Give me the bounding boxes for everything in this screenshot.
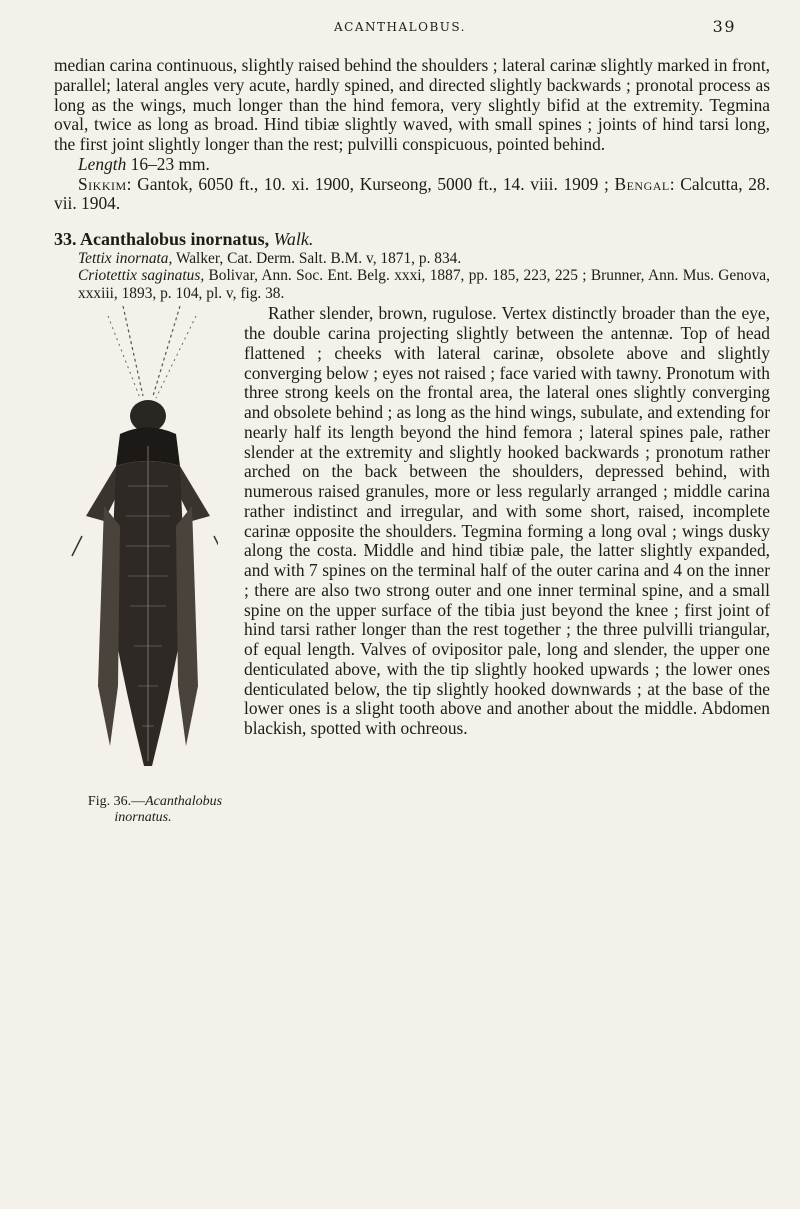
length-line <box>54 155 770 175</box>
figure-block <box>54 306 232 826</box>
synonym-entry: Tettix inornata, Walker, Cat. Derm. Salt. B.M. v, 1871, p. 834. <box>78 249 462 267</box>
species-heading <box>54 230 770 250</box>
species-number: 33. <box>54 229 77 249</box>
synonym-entry: Criotettix saginatus, Bolivar, Ann. Soc. Ent. Belg. xxxi, 1887, pp. 185, 223, 225 ; Brunner, Ann. Mus. Genova, xxxiii, 1893, p. 104, pl. v, fig. 38. <box>78 267 770 302</box>
length-value: 16–23 mm. <box>130 153 210 174</box>
length-label: Length <box>78 153 127 174</box>
description-paragraph <box>54 303 770 826</box>
locality-line: Sikkim: Gantok, 6050 ft., 10. xi. 1900, Kurseong, 5000 ft., 14. viii. 1909 ; Bengal: Calcutta, 28. vii. 1904. <box>54 173 770 214</box>
page-number: 39 <box>712 17 736 36</box>
figure-caption: Fig. 36.—Acanthalobus inornatus. <box>87 794 223 826</box>
description-text: Rather slender, brown, rugulose. Vertex distinctly broader than the eye, the double carina projecting slightly between the antennæ. Top of head flattened ; cheeks with lateral carinæ, obsolete above and slightly converging below ; eyes not raised ; face varied with tawny. Pronotum with three strong keels on the frontal area, the lateral ones slightly converging and obsolete behind ; as long as the hind wings, subulate, and extending for nearly half its length beyond the hind femora ; lateral spines pale, rather slender at the extremity and slightly hooked backwards ; pronotum rather arched on the back between the shoulders, depressed behind, with numerous raised granules, more or less regularly arranged ; middle carina rather indistinct and irregular, and with some short, raised, incomplete carinæ opposite the shoulders. Tegmina forming a long oval ; wings dusky along the costa. Middle and hind tibiæ pale, the latter slightly expanded, and with 7 spines on the terminal half of the outer carina and 4 on the inner ; there are also two strong outer and one inner terminal spine, and a small spine on <box>244 303 770 620</box>
body-text <box>54 56 770 826</box>
running-head-title: ACANTHALOBUS. <box>334 20 466 34</box>
species-name: Acanthalobus inornatus, <box>80 229 270 249</box>
locality-region: Bengal <box>614 173 670 194</box>
description-text-continued: the upper surface of the tibia just beyond the knee ; first joint of hind tarsi rather longer than the rest together ; the three pulvilli triangular, of equal length. Valves of ovipositor pale, long and slender, the upper one denticulated above, with the tip slightly hooked upwards ; the lower ones denticulated below, the tip slightly hooked downwards ; at the base of the lower ones is a slight tooth above and another about the middle. Abdomen blackish, spotted with ochreous. <box>244 599 770 738</box>
continuation-paragraph: median carina continuous, slightly raised behind the shoulders ; lateral carinæ slightly marked in front, parallel; lateral angles very acute, hardly spined, and directed slightly backwards ; pronotal process as long as the wings, much longer than the hind femora, very slightly bifid at the extremity. Tegmina oval, twice as long as broad. Hind tibiæ slightly waved, with small spines ; joints of hind tarsi long, the first joint slightly longer than the rest; pulvilli conspicuous, pointed behind. <box>54 55 770 154</box>
grasshopper-dorsal-illustration-icon <box>68 306 218 776</box>
species-author: Walk. <box>273 229 314 249</box>
locality-region: Sikkim <box>78 173 127 194</box>
